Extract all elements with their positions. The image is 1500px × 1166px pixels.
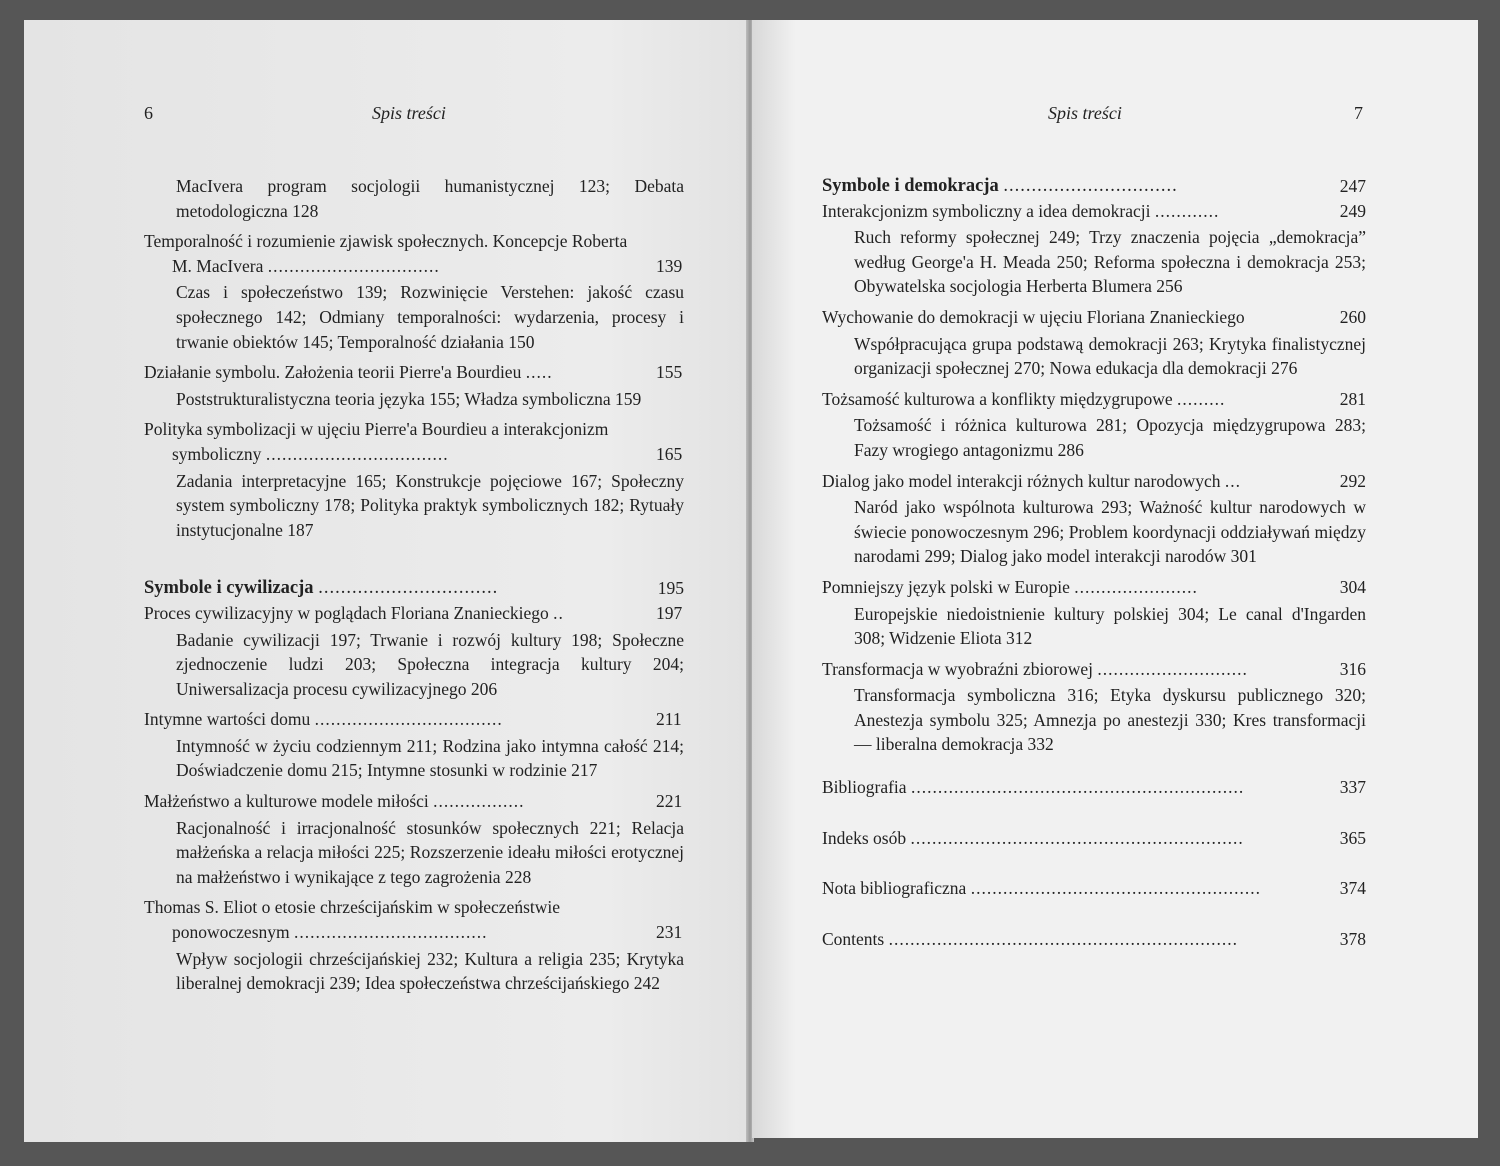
toc-subentries: Poststrukturalistyczna teoria języka 155; Władza symboliczna 159 (176, 388, 642, 409)
toc-entry (822, 927, 1366, 952)
toc-entry (144, 707, 684, 783)
toc-page-number: 304 (1339, 576, 1366, 597)
toc-chapter (822, 657, 1366, 682)
toc-entry (822, 876, 1366, 901)
left-page (24, 20, 748, 1142)
toc-subentries: Racjonalność i irracjonalność stosunków społecznych 221; Relacja małżeńska a relacja miłości 225; Rozszerzenie ideału miłości erotycznej na małżeństwo i wynikające z tego zagrożenia 228 (176, 817, 684, 887)
right-running-title: Spis treści (1048, 103, 1122, 123)
toc-chapter-title: Działanie symbolu. Założenia teorii Pierre'a Bourdieu (144, 362, 522, 383)
toc-chapter-title: Wychowanie do demokracji w ujęciu Floriana Znanieckiego (822, 306, 1245, 327)
dot-leader: ................................ (267, 255, 440, 276)
toc-page-number: 292 (1339, 470, 1366, 491)
dot-leader: ................. (433, 791, 525, 812)
dot-leader: ................................... (314, 709, 503, 730)
toc-part (144, 576, 684, 601)
toc-chapter-title: Temporalność i rozumienie zjawisk społecznych. Koncepcje Roberta M. MacIvera (144, 231, 628, 276)
toc-chapter: Małżeństwo a kulturowe modele miłości ................. 221 (144, 791, 683, 812)
toc-entry (822, 469, 1366, 569)
left-running-title: Spis treści (372, 103, 446, 123)
toc-chapter: Działanie symbolu. Założenia teorii Pierre'a Bourdieu ..... 155 (144, 362, 683, 383)
toc-page-number: 260 (1339, 306, 1366, 327)
toc-page-number: 281 (1339, 388, 1366, 409)
toc-entry (144, 789, 684, 889)
toc-chapter-title: Contents (822, 928, 885, 949)
toc-entry (144, 895, 684, 995)
toc-chapter-title: Pomniejszy język polski w Europie (822, 576, 1070, 597)
toc-chapter-title: Thomas S. Eliot o etosie chrześcijańskim w społeczeństwie ponowoczesnym (144, 897, 561, 943)
toc-part-title (144, 576, 684, 601)
toc-chapter (822, 387, 1366, 412)
toc-chapter: Proces cywilizacyjny w poglądach Floriana Znanieckiego .. 197 (144, 602, 683, 623)
dot-leader: ...................................................... (970, 878, 1261, 899)
toc-chapter-title: Symbole i demokracja (822, 176, 999, 196)
toc-chapter: Temporalność i rozumienie zjawisk społecznych. Koncepcje Roberta M. MacIvera ................................ 139 (144, 231, 683, 276)
right-page-number: 7 (1354, 103, 1363, 123)
part-spacer (144, 548, 684, 576)
dot-leader: ............ (1154, 200, 1220, 221)
toc-subentries: Naród jako wspólnota kulturowa 293; Ważność kultur narodowych w świecie ponowoczesnym 296; Problem koordynacji oddziaływań między narodami 299; Dialog jako model interakcji narodów 301 (854, 497, 1366, 567)
dot-leader: .............................................................. (910, 827, 1244, 848)
toc-page-number: 337 (1339, 777, 1366, 798)
dot-leader: ................................................................. (888, 928, 1238, 949)
toc-chapter-title: Bibliografia (822, 777, 907, 798)
toc-entry (822, 826, 1366, 851)
toc-subentries: Europejskie niedoistnienie kultury polskiej 304; Le canal d'Ingarden 308; Widzenie Eliota 312 (854, 603, 1366, 649)
dot-leader: ..... (525, 362, 553, 383)
toc-entry (144, 360, 684, 411)
toc-chapter-title: Transformacja w wyobraźni zbiorowej (822, 658, 1094, 679)
dot-leader: ................................ (318, 578, 499, 599)
toc-page-number: 249 (1339, 200, 1366, 221)
dot-leader: ............................ (1097, 658, 1248, 679)
left-page-number: 6 (144, 103, 153, 123)
toc-chapter (822, 305, 1366, 330)
dot-leader: ......... (1177, 388, 1226, 409)
toc-chapter: Polityka symbolizacji w ujęciu Pierre'a Bourdieu a interakcjonizm symboliczny .................................. 165 (144, 419, 683, 464)
left-table-of-contents (144, 174, 684, 1002)
toc-subentries: Zadania interpretacyjne 165; Konstrukcje pojęciowe 167; Społeczny system symboliczny 178; Polityka praktyk symbolicznych 182; Rytuały instytucjonalne 187 (176, 470, 684, 540)
toc-chapter-title: Dialog jako model interakcji różnych kultur narodowych (822, 470, 1221, 491)
toc-chapter (822, 199, 1366, 224)
toc-subentries: Transformacja symboliczna 316; Etyka dyskursu publicznego 320; Anestezja symbolu 325; Amnezja po anestezji 330; Kres transformacji — liberalna demokracja 332 (854, 685, 1366, 755)
toc-subentries: Wpływ socjologii chrześcijańskiej 232; Kultura a religia 235; Krytyka liberalnej demokracji 239; Idea społeczeństwa chrześcijańskiego 242 (176, 948, 684, 994)
toc-subentries: Badanie cywilizacji 197; Trwanie i rozwój kultury 198; Społeczne zjednoczenie ludzi 203; Społeczna integracja kultury 204; Uniwersalizacja procesu cywilizacyjnego 206 (176, 629, 684, 699)
toc-chapter (822, 575, 1366, 600)
right-table-of-contents (822, 174, 1366, 951)
toc-page-number: 378 (1339, 928, 1366, 949)
toc-subentries: MacIvera program socjologii humanistycznej 123; Debata metodologiczna 128 (176, 176, 684, 221)
dot-leader: ....................... (1074, 576, 1198, 597)
toc-chapter (822, 826, 1366, 851)
toc-entry (822, 387, 1366, 463)
toc-page-number: 374 (1339, 878, 1366, 899)
toc-entry (822, 305, 1366, 381)
toc-page-number: 247 (1339, 176, 1366, 196)
toc-subentries: Ruch reformy społecznej 249; Trzy znaczenia pojęcia „demokracja” według George'a H. Meada 250; Reforma społeczna i demokracja 253; Obywatelska socjologia Herberta Blumera 256 (854, 227, 1366, 297)
toc-chapter-title: Tożsamość kulturowa a konflikty międzygrupowe (822, 388, 1173, 409)
spacer (822, 850, 1366, 876)
toc-page-number: 365 (1339, 827, 1366, 848)
toc-entry (822, 657, 1366, 757)
toc-chapter (822, 876, 1366, 901)
toc-chapter-title: Nota bibliograficzna (822, 878, 967, 899)
spacer (822, 901, 1366, 927)
toc-chapter-title: Interakcjonizm symboliczny a idea demokracji (822, 200, 1151, 221)
toc-chapter-title: Małżeństwo a kulturowe modele miłości (144, 791, 429, 812)
right-page (752, 20, 1478, 1138)
dot-leader: .................................. (265, 443, 449, 464)
toc-subentries: Współpracująca grupa podstawą demokracji 263; Krytyka finalistycznej organizacji społecznej 270; Nowa edukacja dla demokracji 276 (854, 333, 1366, 379)
dot-leader: ... (1224, 470, 1241, 491)
toc-subentries: Intymność w życiu codziennym 211; Rodzina jako intymna całość 214; Doświadczenie domu 215; Intymne stosunki w rodzinie 217 (176, 735, 684, 781)
spacer (822, 763, 1366, 775)
toc-entry (822, 775, 1366, 800)
toc-chapter: Thomas S. Eliot o etosie chrześcijańskim w społeczeństwie ponowoczesnym .................................... 231 (144, 897, 683, 943)
toc-entry (822, 199, 1366, 299)
toc-chapter-title: Intymne wartości domu (144, 709, 311, 730)
toc-entry (144, 174, 684, 223)
dot-leader: .................................... (294, 922, 488, 943)
toc-chapter-title: Proces cywilizacyjny w poglądach Floriana Znanieckiego (144, 602, 549, 623)
toc-chapter: Intymne wartości domu ................................... 211 (144, 709, 682, 730)
toc-part-title (822, 174, 1366, 199)
dot-leader: ............................... (1003, 176, 1178, 196)
dot-leader: .............................................................. (910, 777, 1245, 798)
toc-page-number: 195 (657, 578, 684, 599)
toc-entry (822, 575, 1366, 651)
toc-subentries: Tożsamość i różnica kulturowa 281; Opozycja międzygrupowa 283; Fazy wrogiego antagonizmu 286 (854, 415, 1366, 460)
toc-chapter (822, 469, 1366, 494)
toc-subentries: Czas i społeczeństwo 139; Rozwinięcie Verstehen: jakość czasu społecznego 142; Odmiany temporalności: wydarzenia, procesy i trwanie obiektów 145; Temporalność działania 150 (176, 282, 684, 352)
toc-chapter (822, 775, 1366, 800)
toc-chapter-title: Polityka symbolizacji w ujęciu Pierre'a Bourdieu a interakcjonizm symboliczny (144, 419, 609, 464)
toc-part (822, 174, 1366, 199)
dot-leader: .. (553, 602, 564, 623)
toc-page-number: 316 (1339, 658, 1366, 679)
spacer (822, 800, 1366, 826)
toc-entry (144, 417, 684, 542)
toc-chapter (822, 927, 1366, 952)
toc-chapter-title: Indeks osób (822, 827, 907, 848)
toc-chapter-title: Symbole i cywilizacja (144, 578, 314, 599)
toc-entry (144, 601, 684, 701)
toc-entry (144, 229, 684, 354)
